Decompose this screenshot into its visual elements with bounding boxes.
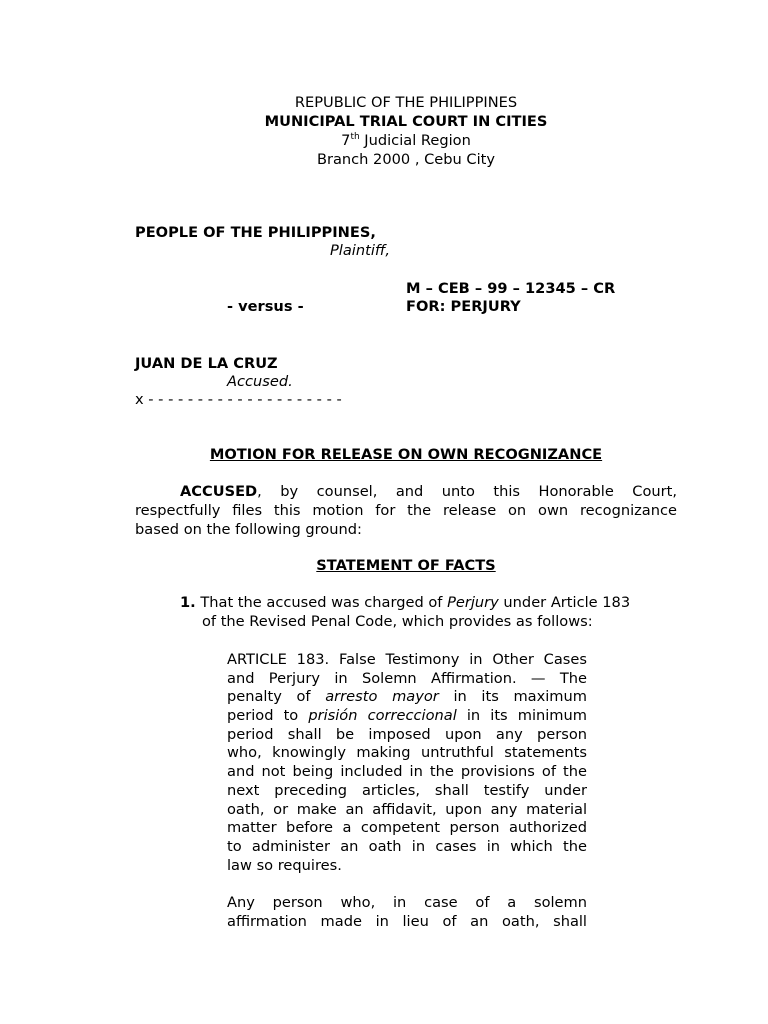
quote-italic: arresto mayor [325, 688, 439, 706]
accused-role: Accused. [227, 373, 293, 390]
quote-text: penalty of [227, 688, 326, 706]
plaintiff-role: Plaintiff, [330, 242, 391, 259]
quote-line: matter before a competent person authorized [227, 819, 587, 837]
fact-item-1-number: 1. [180, 594, 196, 611]
intro-line-1-rest: , by counsel, and unto this Honorable Court, [257, 483, 677, 500]
republic-line: REPUBLIC OF THE PHILIPPINES [294, 94, 518, 111]
judicial-region [0, 132, 768, 151]
quote-line [227, 688, 587, 707]
statement-of-facts-heading: STATEMENT OF FACTS [316, 557, 496, 574]
intro-paragraph [135, 483, 677, 540]
accused-name: JUAN DE LA CRUZ [135, 355, 278, 372]
fact-item-1-text-a: That the accused was charged of [200, 594, 448, 611]
court-name: MUNICIPAL TRIAL COURT IN CITIES [264, 113, 548, 130]
region-text: Judicial Region [359, 132, 471, 149]
case-number: M – CEB – 99 – 12345 – CR [406, 280, 616, 297]
fact-item-1-line-1 [180, 594, 630, 613]
region-suffix: th [350, 132, 360, 143]
quote-line: next preceding articles, shall testify under [227, 781, 587, 799]
quote-text: in its maximum [438, 688, 587, 706]
charge-label: FOR: PERJURY [406, 298, 521, 315]
fact-item-1-italic: Perjury [447, 594, 499, 611]
quote-line: ARTICLE 183. False Testimony in Other Cases [227, 651, 587, 668]
court-header [0, 94, 768, 170]
quote-italic: prisión correccional [308, 707, 457, 725]
fact-item-1-line-2: of the Revised Penal Code, which provides as follows: [202, 613, 593, 630]
versus-label: - versus - [227, 298, 304, 315]
intro-line-1 [135, 483, 677, 502]
region-number: 7 [341, 132, 351, 149]
quote-line: and not being included in the provisions of the [227, 763, 587, 781]
branch-line: Branch 2000 , Cebu City [316, 151, 496, 168]
quote-text: period to [227, 707, 309, 725]
quote-line: and Perjury in Solemn Affirmation. — The [227, 669, 587, 687]
quote-text: in its minimum [456, 707, 587, 725]
fact-item-1-text-b: under Article 183 [498, 594, 631, 611]
caption-separator: x - - - - - - - - - - - - - - - - - - - - [135, 391, 342, 408]
article-183-quote [227, 651, 587, 931]
quote-line: Any person who, in case of a solemn [227, 893, 587, 911]
intro-line-2: respectfully files this motion for the release on own recognizance [135, 502, 677, 519]
intro-line-3: based on the following ground: [135, 521, 362, 538]
quote-line: oath, or make an affidavit, upon any material [227, 800, 587, 818]
fact-item-1 [180, 594, 630, 632]
quote-line: who, knowingly making untruthful statements [227, 744, 587, 762]
quote-line: law so requires. [227, 856, 342, 874]
quote-line [227, 707, 587, 726]
intro-lead: ACCUSED [180, 483, 258, 500]
quote-line: to administer an oath in cases in which the [227, 837, 587, 855]
motion-title: MOTION FOR RELEASE ON OWN RECOGNIZANCE [209, 446, 603, 463]
quote-line: affirmation made in lieu of an oath, shall [227, 912, 587, 930]
quote-line: period shall be imposed upon any person [227, 725, 587, 743]
plaintiff-name: PEOPLE OF THE PHILIPPINES, [135, 224, 376, 241]
quote-spacer [227, 875, 587, 894]
